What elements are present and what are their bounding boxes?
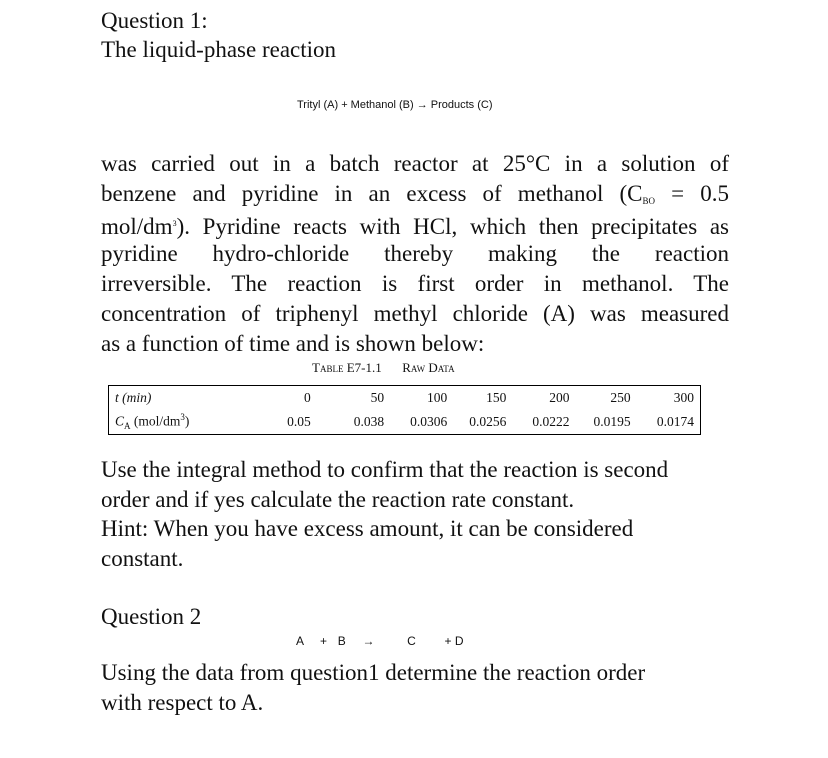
row-label-time: t (min) (109, 386, 268, 411)
reaction-arrow: → (362, 634, 375, 648)
task-line: Using the data from question1 determine the reaction order (101, 660, 646, 685)
paragraph-line: was carried out in a batch reactor at 25°C in a solution of (101, 151, 729, 176)
reaction-equation: Trityl (A) + Methanol (B) → Products (C) (297, 99, 493, 111)
table-row (109, 410, 701, 435)
table-cell: 200 (506, 386, 569, 411)
table-cell: 0.038 (311, 410, 384, 435)
question-2-reaction (296, 634, 464, 648)
paragraph-line: as a function of time and is shown below: (101, 331, 485, 356)
question-1-title: Question 1: (101, 8, 208, 33)
reaction-token: + (320, 634, 328, 648)
paragraph-line: concentration of triphenyl methyl chloride (A) was measured (101, 301, 729, 326)
task-line: Hint: When you have excess amount, it can be considered (101, 516, 634, 541)
table-cell: 100 (384, 386, 447, 411)
table-cell: 150 (447, 386, 506, 411)
question-1-task (101, 455, 668, 573)
task-line: Use the integral method to confirm that the reaction is second (101, 457, 669, 482)
question-1-intro: The liquid-phase reaction (101, 37, 337, 62)
task-line: order and if yes calculate the reaction rate constant. (101, 486, 575, 512)
reaction-token: + D (444, 634, 464, 648)
task-line: constant. (101, 545, 184, 571)
paragraph-line: irreversible. The reaction is first order in methanol. The (101, 271, 729, 296)
question-2-title: Question 2 (101, 604, 202, 629)
paragraph-line: benzene and pyridine in an excess of methanol ($C_{BO} = 0.5$ (101, 181, 729, 206)
unit-superscript: 3 (172, 219, 177, 228)
reaction-token: B (337, 634, 346, 648)
reaction-token: A (296, 634, 304, 648)
raw-data-table (108, 385, 701, 435)
table-cell: 50 (311, 386, 384, 411)
table-cell: 0 (268, 386, 311, 411)
task-line: with respect to A. (101, 689, 264, 715)
table-cell: 0.0174 (631, 410, 701, 435)
paragraph-line: mol/$dm^3$). Pyridine reacts with HCl, which then precipitates as (101, 214, 729, 239)
table-caption: Table E7-1.1 Raw Data (312, 360, 455, 375)
table-cell: 0.05 (268, 410, 311, 435)
concentration-subscript: BO (642, 196, 656, 206)
table-row (109, 386, 701, 411)
table-cell: 250 (570, 386, 631, 411)
table-cell: 0.0195 (570, 410, 631, 435)
question-1-paragraph (101, 149, 729, 359)
question-2-task (101, 658, 645, 717)
row-label-concentration: $C_A$ $(mol/dm^3)$ (109, 410, 268, 435)
reaction-token: C (407, 634, 416, 648)
table-cell: 0.0222 (506, 410, 569, 435)
table-cell: 0.0256 (447, 410, 506, 435)
paragraph-line: pyridine hydro-chloride thereby making the reaction (101, 241, 729, 266)
table-cell: 300 (631, 386, 701, 411)
table-cell: 0.0306 (384, 410, 447, 435)
